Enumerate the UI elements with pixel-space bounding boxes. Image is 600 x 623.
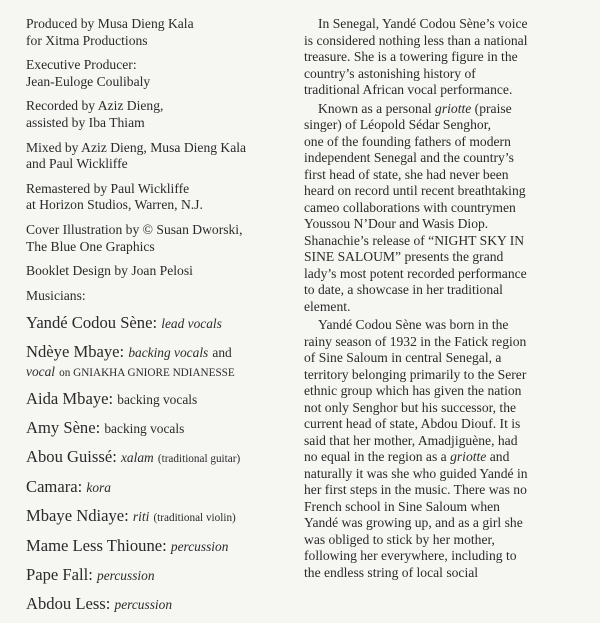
musician-name: Amy Sène:: [26, 418, 101, 438]
essay-line: cameo collaborations with countrymen: [304, 199, 516, 215]
italic-word: griotte: [435, 100, 472, 116]
musician-role: backing vocals: [104, 421, 185, 437]
musician-role: riti: [132, 509, 150, 525]
essay-line: territory belonging primarily to the Serer: [304, 366, 527, 382]
essay-column: [304, 16, 584, 581]
essay-line: the endless string of local social: [304, 564, 479, 580]
credits-column: [26, 16, 291, 623]
essay-line: Known as a personal griotte (praise: [318, 100, 512, 116]
essay-line: was obliged to stick by her mother,: [304, 531, 495, 547]
musician-entry: [26, 536, 291, 557]
musician-name: Mbaye Ndiaye:: [26, 506, 129, 526]
musician-role: lead vocals: [161, 316, 222, 332]
essay-line: current head of state, Abdou Diouf. It is: [304, 416, 521, 431]
italic-word: griotte: [450, 449, 487, 464]
credit-remastered: [26, 181, 291, 214]
musician-role: backing vocals: [117, 392, 198, 408]
credit-line: Mixed by Aziz Dieng, Musa Dieng Kala: [26, 139, 247, 155]
musician-name: Aida Mbaye:: [26, 389, 114, 409]
essay-line: SINE SALOUM” presents the grand: [304, 249, 504, 264]
credit-booklet-design: [26, 263, 291, 280]
musician-entry: [26, 594, 291, 615]
musician-role: percussion: [114, 597, 173, 613]
musician-name: Abou Guissé:: [26, 447, 117, 467]
essay-line: naturally it was she who guided Yandé in: [304, 465, 528, 481]
essay-line: Yandé Codou Sène was born in the: [318, 317, 509, 332]
essay-line: traditional African vocal performance.: [304, 82, 513, 97]
credit-cover-illustration: [26, 222, 291, 255]
essay-line: one of the founding fathers of modern: [304, 133, 511, 149]
musician-role: backing vocals: [128, 345, 209, 361]
musician-role: kora: [86, 480, 111, 496]
musician-role: xalam: [120, 450, 154, 466]
musician-entry: [26, 313, 291, 334]
essay-line: said that her mother, Amadjiguène, had: [304, 432, 518, 448]
essay-line: Youssou N’Dour and Wasis Diop.: [304, 216, 489, 231]
credit-line: Recorded by Aziz Dieng,: [26, 98, 164, 114]
musician-entry: [26, 565, 291, 586]
essay-paragraph-1: [304, 16, 584, 99]
essay-line: Shanachie’s release of “NIGHT SKY IN: [304, 232, 525, 248]
essay-line: following her everywhere, including to: [304, 548, 517, 563]
credit-line: Jean-Euloge Coulibaly: [26, 73, 151, 89]
credit-line: and Paul Wickliffe: [26, 156, 128, 172]
essay-line: treasure. She is a towering figure in the: [304, 49, 518, 64]
essay-line: her first steps in the music. There was no: [304, 482, 527, 497]
musician-entry: [26, 506, 291, 528]
musician-entry: [26, 477, 291, 498]
essay-line: In Senegal, Yandé Codou Sène’s voice: [318, 16, 528, 31]
essay-line: Yandé was growing up, and as a girl she: [304, 515, 523, 530]
essay-line: not only Senghor but his successor, the: [304, 399, 517, 415]
essay-line: French school in Sine Saloum when: [304, 498, 500, 514]
musician-note: (traditional violin): [153, 512, 236, 525]
essay-line: element.: [304, 298, 351, 314]
musicians-heading: Musicians:: [26, 287, 86, 303]
musician-role: percussion: [97, 568, 155, 584]
essay-line: heard on record until recent breathtaking: [304, 183, 526, 198]
essay-line: of Sine Saloum in central Senegal, a: [304, 350, 502, 365]
essay-line: to date, a showcase in her traditional: [304, 282, 503, 297]
musician-entry: [26, 447, 291, 469]
credit-line: Cover Illustration by © Susan Dworski,: [26, 221, 243, 237]
essay-line: is considered nothing less than a national: [304, 32, 528, 48]
essay-line: country’s astonishing history of: [304, 65, 476, 81]
essay-line: rainy season of 1932 in the Fatick region: [304, 333, 527, 349]
essay-paragraph-3: [304, 317, 584, 581]
credit-line: The Blue One Graphics: [26, 238, 155, 254]
credit-mixed: [26, 140, 291, 173]
essay-line: lady’s most potent recorded performance: [304, 265, 527, 281]
credit-line: Produced by Musa Dieng Kala: [26, 16, 194, 31]
musician-name: Mame Less Thioune:: [26, 536, 167, 556]
credit-line: assisted by Iba Thiam: [26, 114, 145, 130]
essay-line: first head of state, she had never been: [304, 166, 509, 182]
musician-entry: [26, 389, 291, 410]
essay-line: no equal in the region as a griotte and: [304, 449, 510, 464]
musician-role: vocal: [26, 364, 55, 380]
musician-entry: [26, 342, 291, 381]
essay-line: independent Senegal and the country’s: [304, 150, 514, 165]
musician-role: percussion: [170, 539, 229, 555]
credit-producer: [26, 16, 291, 49]
credit-line: Executive Producer:: [26, 57, 137, 73]
musician-name: Abdou Less:: [26, 594, 111, 614]
musician-note: (traditional guitar): [157, 453, 241, 466]
essay-paragraph-2: [304, 101, 584, 316]
credit-line: for Xitma Productions: [26, 32, 148, 48]
musician-name: Camara:: [26, 477, 83, 497]
musician-name: Ndèye Mbaye:: [26, 342, 125, 362]
credit-line: at Horizon Studios, Warren, N.J.: [26, 197, 203, 213]
essay-line: singer) of Léopold Sédar Senghor,: [304, 117, 492, 132]
musician-note: on GNIAKHA GNIORE NDIANESSE: [59, 367, 235, 380]
credit-line: Booklet Design by Joan Pelosi: [26, 263, 193, 279]
musician-name: Pape Fall:: [26, 565, 93, 585]
credit-recorded: [26, 98, 291, 131]
musician-role-joiner: and: [212, 345, 232, 361]
musician-name: Yandé Codou Sène:: [26, 313, 158, 333]
musician-entry: [26, 418, 291, 439]
essay-line: ethnic group which has given the nation: [304, 383, 522, 398]
credit-line: Remastered by Paul Wickliffe: [26, 180, 190, 196]
credit-executive-producer: [26, 57, 291, 90]
